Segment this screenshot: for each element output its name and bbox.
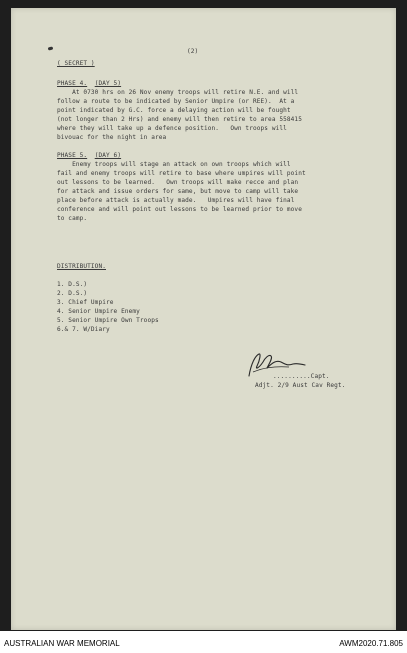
distribution-item: 6.& 7. W/Diary xyxy=(57,326,110,333)
phase5-day: (DAY 6) xyxy=(94,152,122,159)
phase5-line: to camp. xyxy=(57,215,88,222)
classification-label: ( SECRET ) xyxy=(57,60,95,67)
distribution-item: 1. D.S.) xyxy=(57,281,88,288)
phase4-heading: PHASE 4. xyxy=(57,80,88,87)
phase4-line: point indicated by G.C. force a delaying action will be fought xyxy=(57,107,291,114)
phase5-heading-line xyxy=(57,151,121,160)
phase5-line: place before attack is actually made. Umpires will have final xyxy=(57,197,295,204)
phase4-line: where they will take up a defence position. Own troops will xyxy=(57,125,287,132)
distribution-item: 3. Chief Umpire xyxy=(57,299,114,306)
phase5-heading: PHASE 5. xyxy=(57,152,88,159)
phase4-line: At 0730 hrs on 26 Nov enemy troops will retire N.E. and will xyxy=(57,89,299,96)
archive-footer xyxy=(0,631,407,653)
phase5-line: out lessons to be learned. Own troops will make recce and plan xyxy=(57,179,299,186)
phase5-line: fail and enemy troops will retire to base where umpires will point xyxy=(57,170,306,177)
phase4-line: follow a route to be indicated by Senior Umpire (or REE). At a xyxy=(57,98,295,105)
phase5-line: Enemy troops will stage an attack on own troops which will xyxy=(57,161,291,168)
phase4-day: (DAY 5) xyxy=(94,80,122,87)
distribution-item: 2. D.S.) xyxy=(57,290,88,297)
distribution-heading: DISTRIBUTION. xyxy=(57,263,106,270)
distribution-item: 4. Senior Umpire Enemy xyxy=(57,308,140,315)
signature-appointment: Adjt. 2/9 Aust Cav Regt. xyxy=(255,382,346,389)
footer-institution: AUSTRALIAN WAR MEMORIAL xyxy=(4,639,120,648)
distribution-item: 5. Senior Umpire Own Troops xyxy=(57,317,159,324)
document-page xyxy=(11,8,396,630)
page-number: (2) xyxy=(187,48,199,55)
phase4-line: bivouac for the night in area xyxy=(57,134,167,141)
footer-accession-number: AWM2020.71.805 xyxy=(339,639,403,648)
phase5-line: conference and will point out lessons to be learned prior to move xyxy=(57,206,302,213)
phase4-line: (not longer than 2 Hrs) and enemy will then retire to area 558415 xyxy=(57,116,302,123)
phase5-line: for attack and issue orders for same, but move to camp will take xyxy=(57,188,299,195)
signature-rank-line: ..........Capt. xyxy=(273,373,330,380)
phase4-heading-line xyxy=(57,79,121,88)
ink-mark xyxy=(48,46,54,50)
